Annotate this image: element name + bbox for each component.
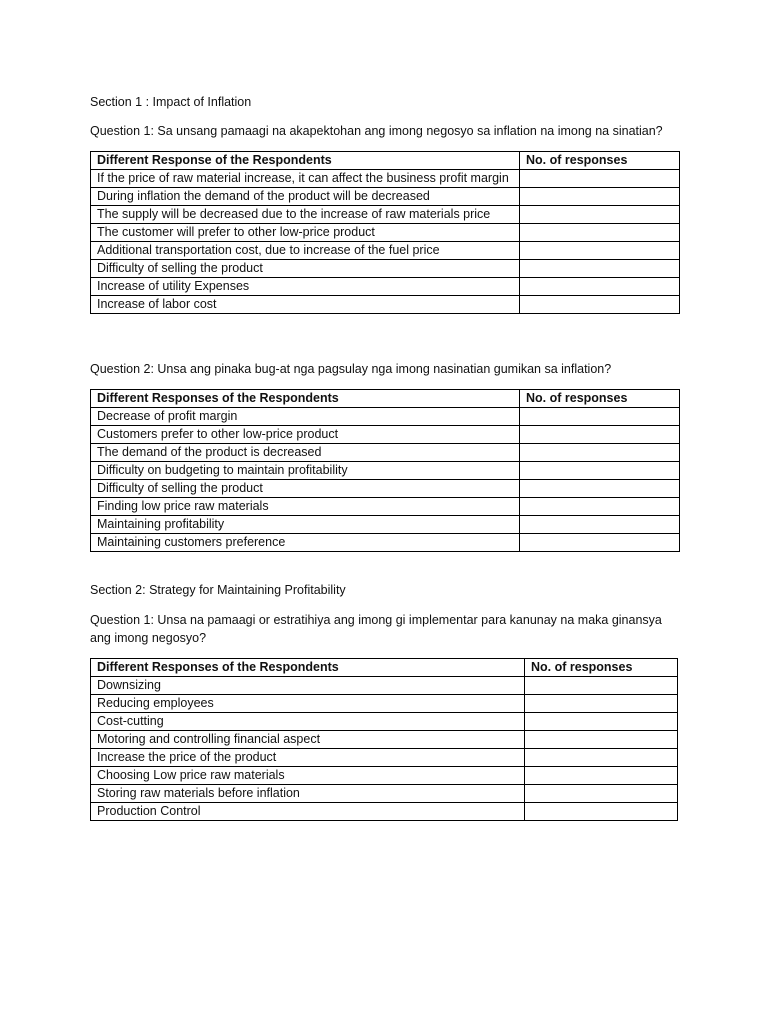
response-cell: Maintaining customers preference [91,534,520,552]
section1-question2-text: Question 2: Unsa ang pinaka bug-at nga pagsulay nga imong nasinatian gumikan sa inflation? [90,362,612,376]
table-row [91,749,678,767]
table-row [91,462,680,480]
count-cell [520,206,680,224]
count-cell [520,296,680,314]
count-cell [520,278,680,296]
table-row [91,278,680,296]
section2-question1-text: Question 1: Unsa na pamaagi or estratihiya ang imong gi implementar para kanunay na maka ginansya ang imong negosyo? [90,613,662,645]
table-row [91,224,680,242]
count-cell [525,749,678,767]
table-row [91,296,680,314]
count-cell [520,224,680,242]
response-cell: The demand of the product is decreased [91,444,520,462]
count-cell [520,260,680,278]
response-cell: The customer will prefer to other low-price product [91,224,520,242]
response-cell: Difficulty of selling the product [91,260,520,278]
table-row [91,534,680,552]
count-cell [520,462,680,480]
header-response: Different Responses of the Respondents [91,390,520,408]
header-count: No. of responses [520,152,680,170]
table-row [91,767,678,785]
response-cell: During inflation the demand of the product will be decreased [91,188,520,206]
count-cell [520,534,680,552]
table-header-row [91,659,678,677]
table-row [91,803,678,821]
count-cell [520,188,680,206]
response-cell: Customers prefer to other low-price product [91,426,520,444]
count-cell [520,408,680,426]
response-cell: Decrease of profit margin [91,408,520,426]
response-cell: Difficulty of selling the product [91,480,520,498]
count-cell [520,170,680,188]
response-cell: Increase of utility Expenses [91,278,520,296]
response-cell: Cost-cutting [91,713,525,731]
table-row [91,444,680,462]
count-cell [520,444,680,462]
count-cell [520,516,680,534]
count-cell [525,731,678,749]
table-row [91,731,678,749]
table-row [91,242,680,260]
table-row [91,480,680,498]
table-row [91,516,680,534]
count-cell [525,803,678,821]
section1-heading: Section 1 : Impact of Inflation [90,95,252,109]
response-cell: Reducing employees [91,695,525,713]
response-cell: Additional transportation cost, due to increase of the fuel price [91,242,520,260]
table-row [91,170,680,188]
table-header-row [91,390,680,408]
table-header-row [91,152,680,170]
table-row [91,498,680,516]
count-cell [520,498,680,516]
header-count: No. of responses [525,659,678,677]
count-cell [525,785,678,803]
table-row [91,206,680,224]
table-row [91,188,680,206]
response-cell: Choosing Low price raw materials [91,767,525,785]
count-cell [520,480,680,498]
section1-question2-table [90,389,680,552]
section1-question1-table [90,151,680,314]
response-cell: Downsizing [91,677,525,695]
count-cell [525,713,678,731]
section2-question1-table [90,658,678,821]
count-cell [520,426,680,444]
table-row [91,713,678,731]
table-row [91,695,678,713]
response-cell: Maintaining profitability [91,516,520,534]
section2-heading: Section 2: Strategy for Maintaining Profitability [90,583,346,597]
table-row [91,426,680,444]
response-cell: Storing raw materials before inflation [91,785,525,803]
response-cell: Difficulty on budgeting to maintain profitability [91,462,520,480]
response-cell: Increase of labor cost [91,296,520,314]
table-row [91,677,678,695]
header-count: No. of responses [520,390,680,408]
table-row [91,785,678,803]
response-cell: The supply will be decreased due to the increase of raw materials price [91,206,520,224]
table-row [91,408,680,426]
section1-question1-text: Question 1: Sa unsang pamaagi na akapektohan ang imong negosyo sa inflation na imong na sinatian? [90,124,663,138]
response-cell: Increase the price of the product [91,749,525,767]
table-row [91,260,680,278]
header-response: Different Response of the Respondents [91,152,520,170]
count-cell [525,767,678,785]
count-cell [525,695,678,713]
response-cell: Production Control [91,803,525,821]
header-response: Different Responses of the Respondents [91,659,525,677]
count-cell [520,242,680,260]
response-cell: If the price of raw material increase, it can affect the business profit margin [91,170,520,188]
response-cell: Finding low price raw materials [91,498,520,516]
response-cell: Motoring and controlling financial aspect [91,731,525,749]
count-cell [525,677,678,695]
